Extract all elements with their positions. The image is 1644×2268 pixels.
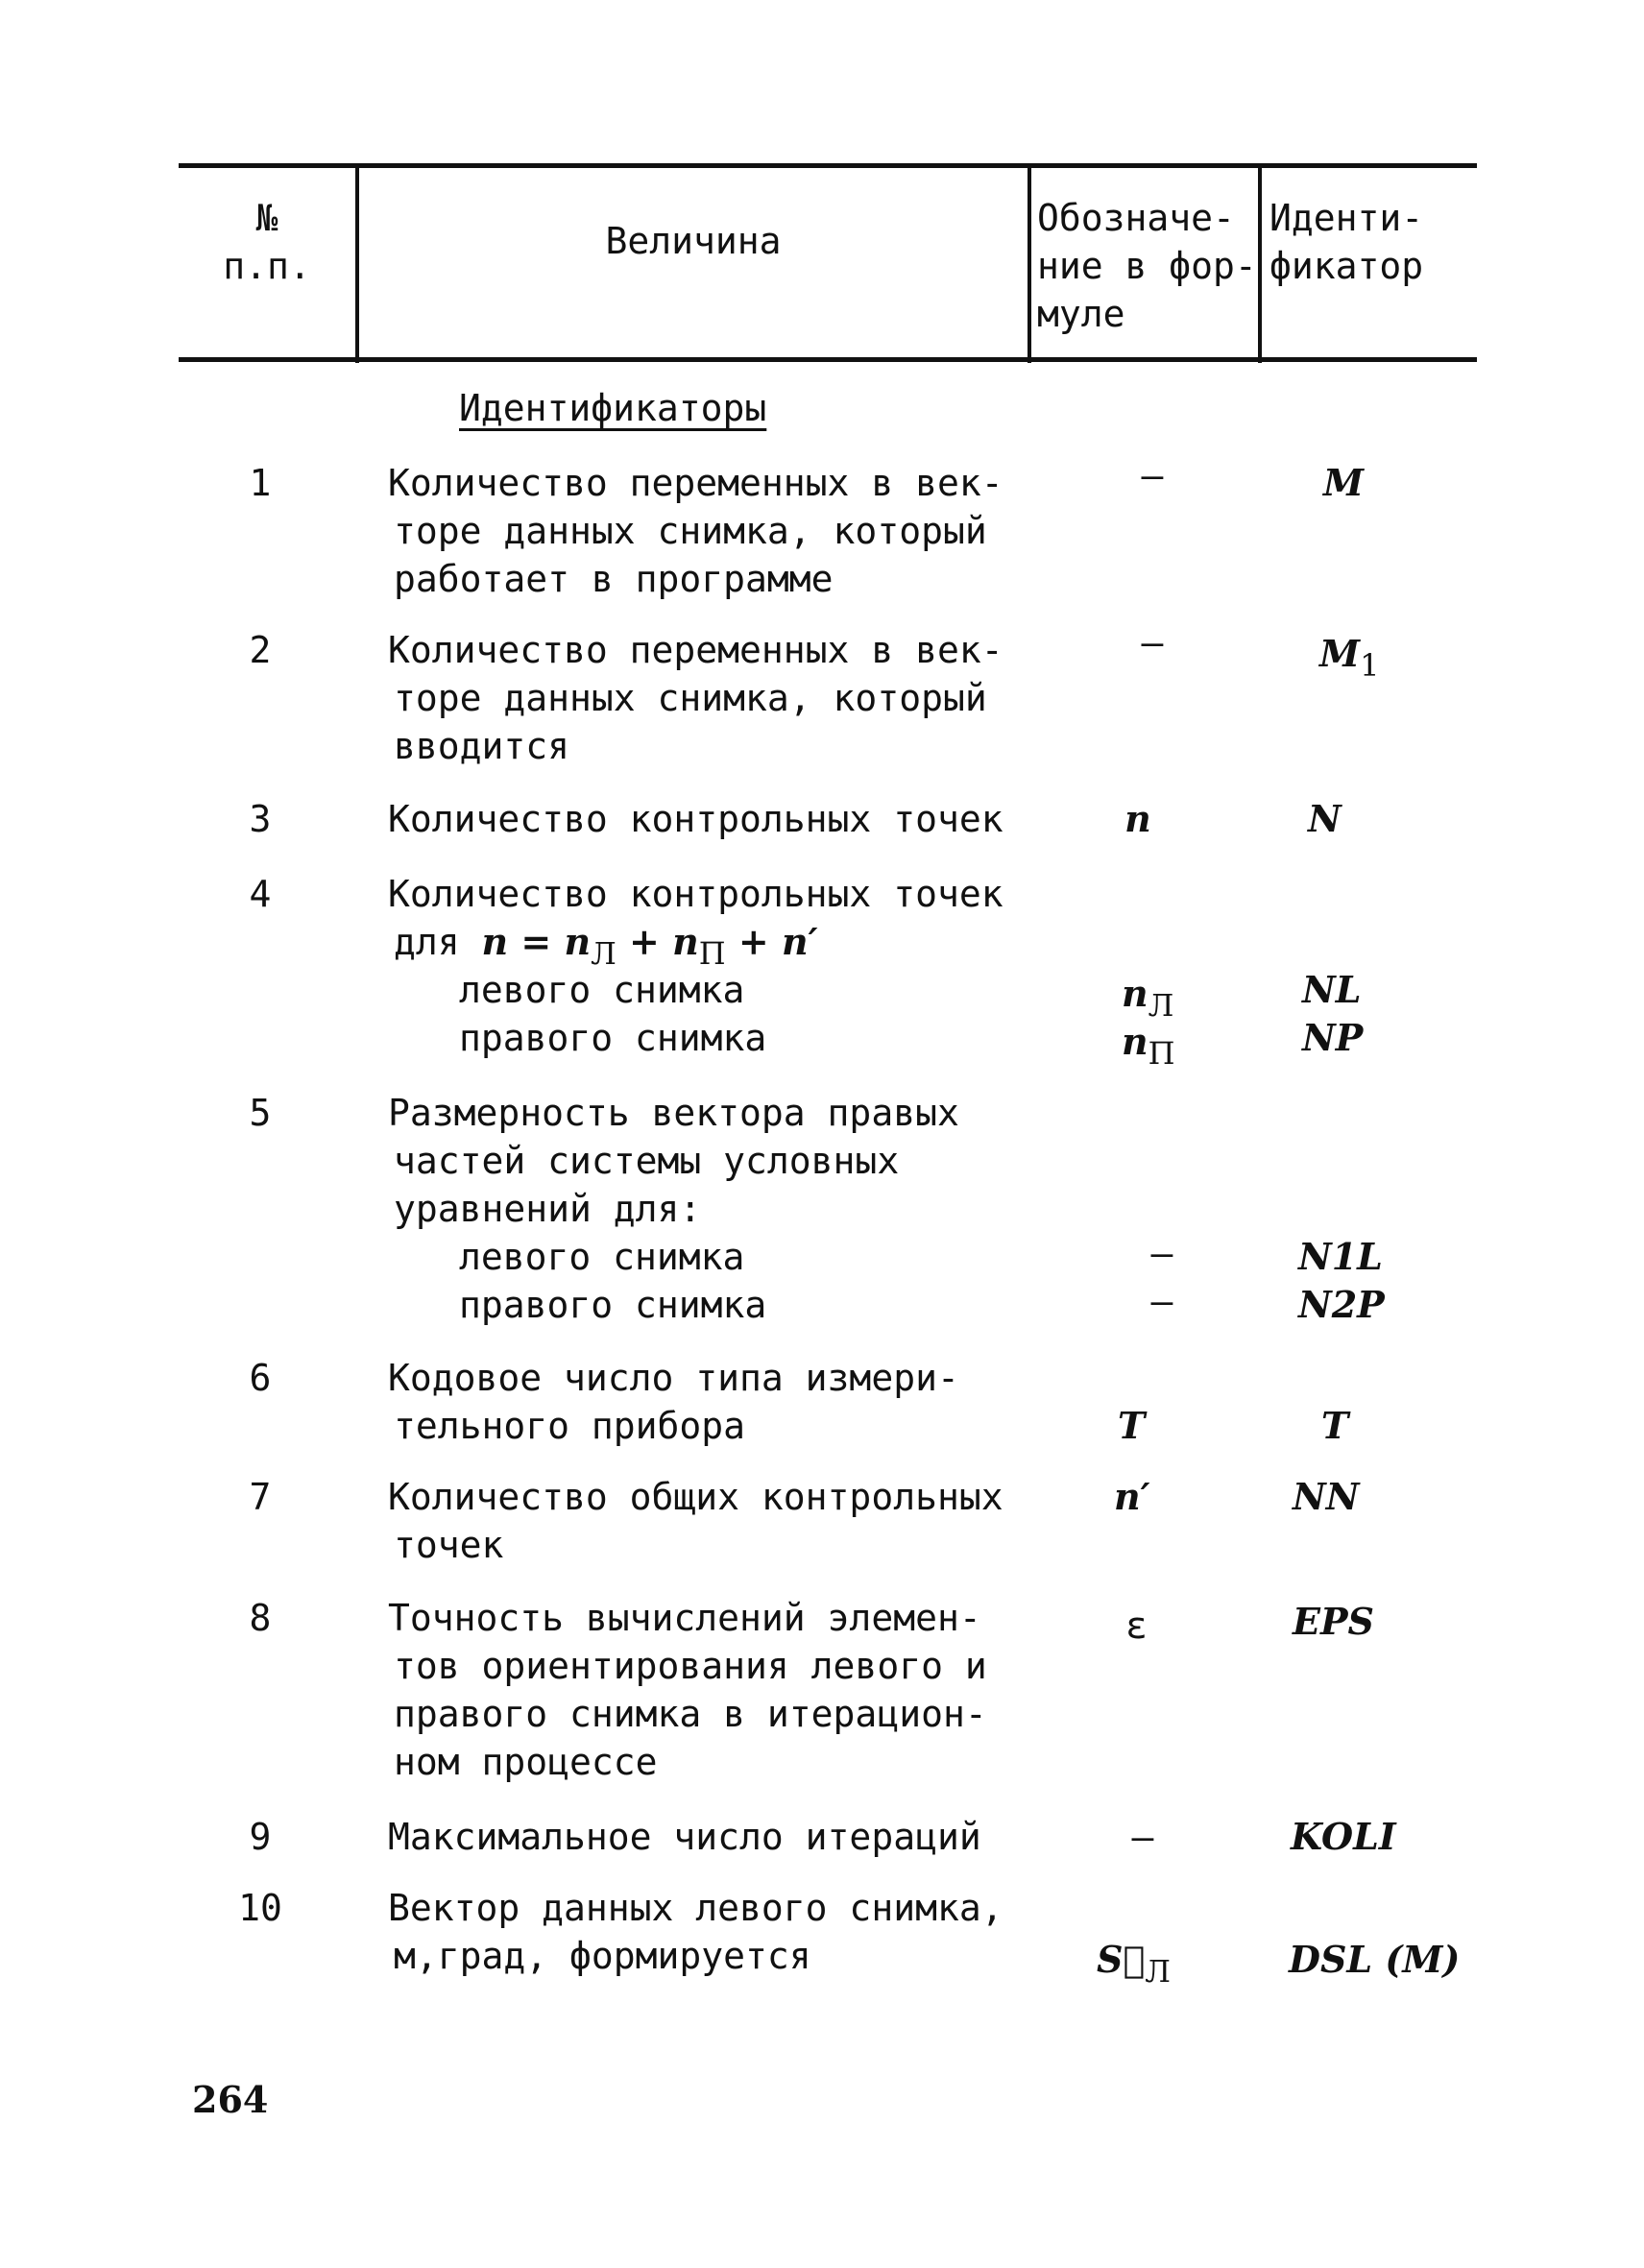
row-symbol: — [1141,621,1164,664]
table-header-rule [179,357,1477,362]
row-description-line: м,град, формируется [394,1935,811,1977]
row-number: 9 [249,1816,272,1858]
row-description-line: Количество контрольных точек [388,873,1003,915]
row-number: 4 [249,873,272,915]
column-divider-3 [1258,165,1262,363]
header-symbol-line3: муле [1037,293,1125,335]
row-identifier: KOLI [1291,1815,1396,1858]
row-number: 8 [249,1597,272,1639]
row-symbol: — [1150,1232,1173,1274]
row-number: 5 [249,1092,272,1134]
row-description-line: тов ориентирования левого и [394,1645,987,1687]
table-top-rule [179,163,1477,168]
row-description-line: для $n = n_Л + n_П + n'$ [394,920,818,972]
header-ident-line1: Иденти- [1269,197,1424,239]
row-identifier: NP [1302,1016,1364,1059]
row-identifier: $M_1$ [1319,632,1380,684]
header-num: № [255,197,278,239]
row-symbol: ε [1125,1604,1148,1647]
header-symbol-line1: Обозначе- [1037,197,1235,239]
row-identifier: N [1308,797,1342,840]
row-description-line: правого снимка в итерацион- [394,1693,987,1735]
row-description-line: правого снимка [459,1017,767,1059]
formula: $n = n_Л + n_П + n'$ [481,920,818,972]
row-description-line: Количество переменных в век- [388,629,1003,671]
row-description-line: тельного прибора [394,1405,746,1447]
header-ident-line2: фикатор [1269,245,1424,287]
row-symbol: — [1141,454,1164,496]
row-description-line: Количество контрольных точек [388,798,1003,840]
row-description-line: правого снимка [459,1284,767,1326]
header-num-line2: п.п. [223,245,311,287]
row-symbol: — [1150,1280,1173,1322]
row-number: 1 [249,462,272,504]
row-description-line: точек [394,1524,504,1566]
row-symbol: $S⃗_Л$ [1097,1938,1171,1990]
row-description-line: Максимальное число итераций [388,1816,981,1858]
row-description-line: Количество общих контрольных [388,1476,1003,1518]
row-identifier: DSL (M) [1289,1938,1461,1981]
row-identifier: NL [1302,968,1362,1011]
row-symbol: — [1131,1816,1154,1858]
row-symbol: T [1118,1404,1146,1447]
row-identifier: EPS [1293,1600,1374,1643]
row-description-line: работает в программе [394,558,834,600]
row-description-line: Кодовое число типа измери- [388,1357,959,1399]
header-quantity: Величина [605,220,782,262]
column-divider-2 [1028,165,1031,363]
row-description-line: торе данных снимка, который [394,510,987,552]
row-symbol: n [1124,797,1151,840]
row-identifier: N2P [1298,1283,1385,1326]
row-symbol: $n_Л$ [1122,972,1174,1024]
row-identifier: M [1323,461,1365,504]
row-description-line: ном процессе [394,1741,658,1783]
header-symbol-line2: ние в фор- [1037,245,1257,287]
row-description-line: Размерность вектора правых [388,1092,959,1134]
row-description-line: левого снимка [459,1236,745,1278]
page-number: 264 [192,2078,269,2121]
row-description-line: частей системы условных [394,1140,900,1182]
row-identifier: N1L [1298,1235,1383,1278]
section-subheading: Идентификаторы [459,387,767,429]
row-identifier: NN [1293,1475,1360,1518]
row-description-line: уравнений для: [394,1188,702,1230]
row-description-line: Точность вычислений элемен- [388,1597,981,1639]
row-description-line: торе данных снимка, который [394,677,987,719]
row-number: 6 [249,1357,272,1399]
row-number: 10 [238,1887,282,1929]
row-number: 7 [249,1476,272,1518]
row-description-line: вводится [394,725,570,767]
row-symbol: $n_П$ [1122,1020,1175,1072]
row-description-line: Количество переменных в век- [388,462,1003,504]
row-symbol: n′ [1114,1475,1150,1518]
row-description-line: Вектор данных левого снимка, [388,1887,1003,1929]
row-description-line: левого снимка [459,969,745,1011]
row-number: 2 [249,629,272,671]
row-number: 3 [249,798,272,840]
row-identifier: T [1321,1404,1349,1447]
